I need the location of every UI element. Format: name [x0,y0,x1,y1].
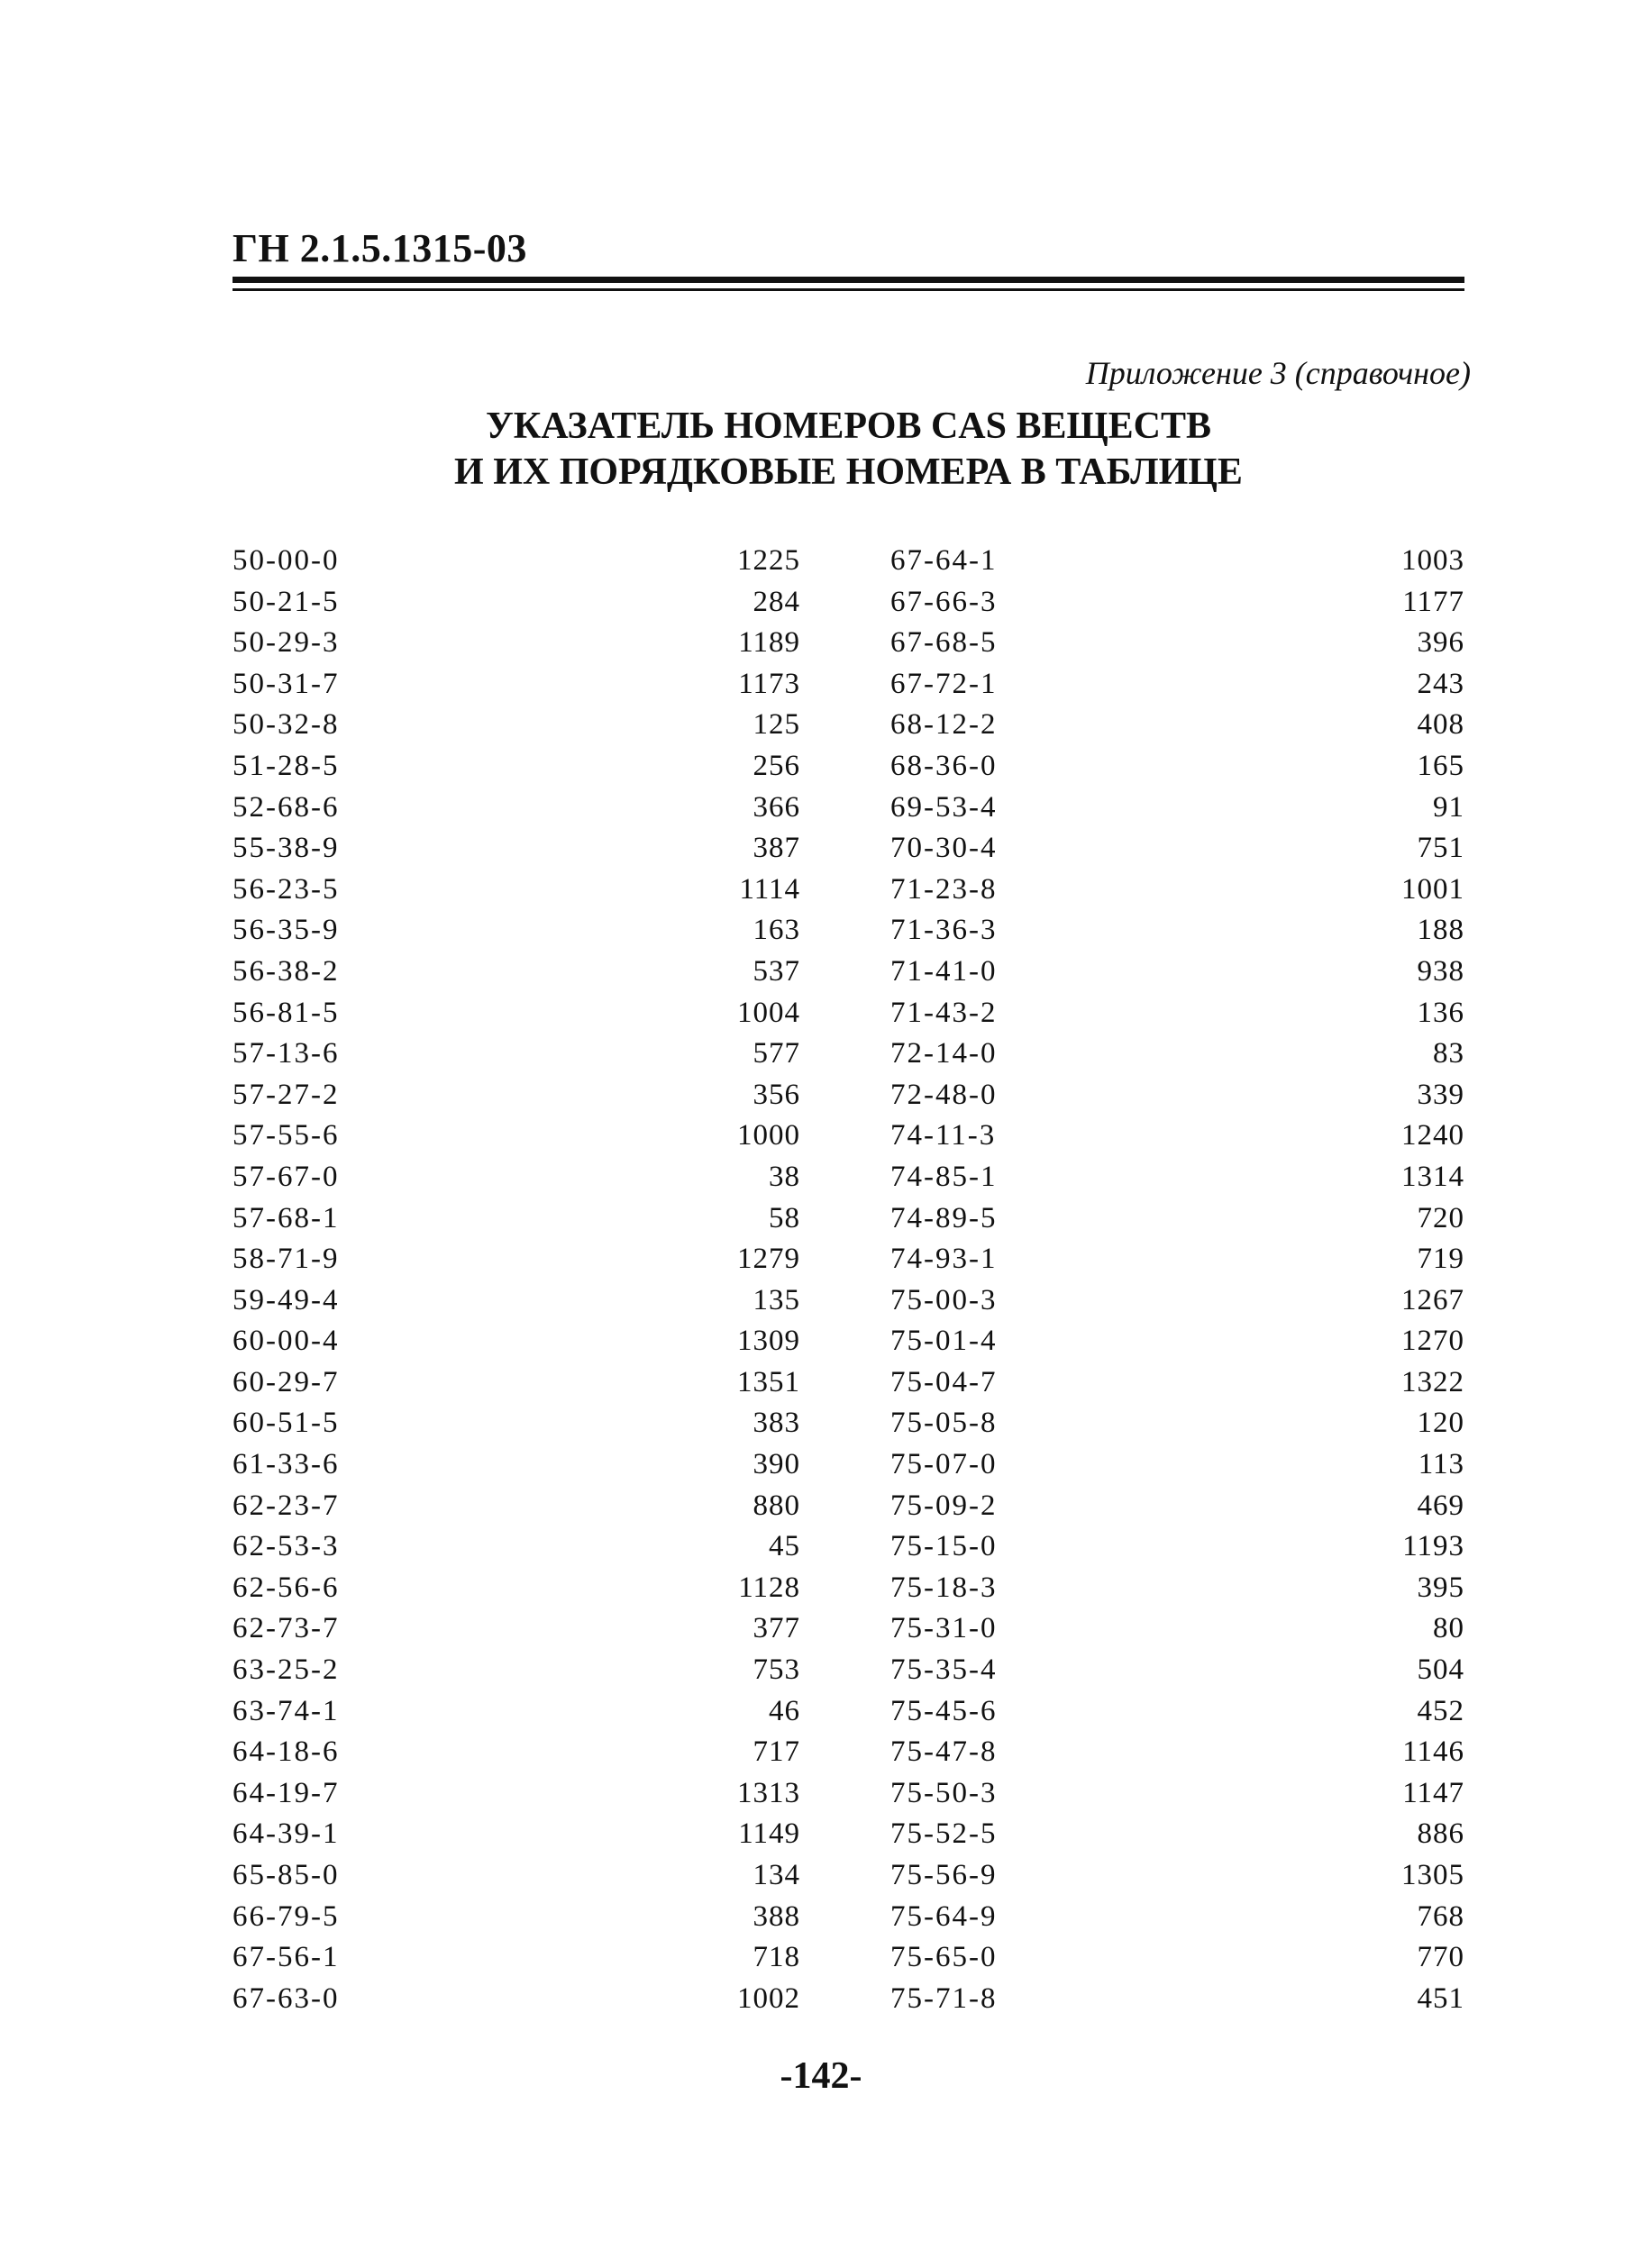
table-order-number: 165 [1417,749,1464,782]
table-row [233,1034,800,1075]
table-row [233,1239,800,1280]
table-order-number: 1279 [737,1243,800,1276]
table-row [890,1034,1464,1075]
table-row [233,1198,800,1240]
cas-number: 61-33-6 [233,1448,340,1481]
cas-number: 56-81-5 [233,996,340,1029]
table-row [890,1280,1464,1322]
table-row [890,1321,1464,1362]
table-order-number: 1270 [1401,1325,1464,1358]
page-title-line-1: УКАЗАТЕЛЬ НОМЕРОВ CAS ВЕЩЕСТВ [485,405,1212,447]
table-row [233,1897,800,1938]
table-order-number: 356 [753,1078,800,1111]
table-order-number: 383 [753,1407,800,1440]
cas-number: 64-18-6 [233,1735,340,1769]
table-row [890,623,1464,664]
table-order-number: 188 [1417,914,1464,947]
table-order-number: 504 [1417,1653,1464,1687]
table-row [890,582,1464,624]
cas-number: 62-56-6 [233,1571,340,1604]
cas-number: 50-21-5 [233,585,340,618]
table-row [233,1157,800,1198]
table-order-number: 1149 [738,1817,800,1851]
table-order-number: 38 [769,1160,800,1193]
table-order-number: 135 [753,1283,800,1316]
cas-number: 75-05-8 [890,1407,998,1440]
cas-number: 75-18-3 [890,1571,998,1604]
header-rule-thin [233,288,1464,291]
page-title-line-2: И ИХ ПОРЯДКОВЫЕ НОМЕРА В ТАБЛИЦЕ [454,451,1243,493]
table-row [233,1650,800,1691]
table-row [233,870,800,911]
table-row [890,1116,1464,1157]
table-order-number: 284 [753,585,800,618]
table-row [890,541,1464,582]
table-order-number: 80 [1433,1612,1464,1645]
table-row [890,1157,1464,1198]
table-order-number: 1002 [737,1981,800,2015]
table-order-number: 720 [1417,1201,1464,1234]
table-order-number: 83 [1433,1037,1464,1070]
cas-number: 56-38-2 [233,954,340,988]
table-row [233,1855,800,1897]
table-order-number: 1305 [1401,1859,1464,1891]
table-order-number: 1114 [739,872,800,906]
table-row [890,1855,1464,1897]
table-order-number: 1225 [737,544,800,577]
table-order-number: 91 [1433,790,1464,824]
table-row [233,1321,800,1362]
table-order-number: 1240 [1401,1119,1464,1152]
cas-number: 57-67-0 [233,1160,340,1193]
table-order-number: 58 [769,1201,800,1234]
cas-number: 70-30-4 [890,832,998,865]
table-row [890,1198,1464,1240]
cas-number: 58-71-9 [233,1243,340,1276]
cas-number: 50-31-7 [233,667,340,700]
table-order-number: 1004 [737,996,800,1029]
cas-number: 67-68-5 [890,626,998,660]
table-row [233,541,800,582]
cas-number: 75-35-4 [890,1653,998,1687]
table-order-number: 577 [753,1037,800,1070]
cas-number: 75-09-2 [890,1489,998,1522]
table-order-number: 938 [1417,954,1464,988]
header-rule-thick [233,277,1464,283]
table-row [233,1937,800,1979]
cas-number: 75-01-4 [890,1325,998,1358]
table-row [890,1075,1464,1116]
table-row [233,1444,800,1486]
cas-number: 52-68-6 [233,790,340,824]
table-row [233,1568,800,1609]
appendix-label: Приложение 3 (справочное) [1085,355,1471,391]
cas-number: 63-74-1 [233,1694,340,1727]
table-row [890,705,1464,746]
cas-number: 75-65-0 [890,1941,998,1974]
cas-number: 66-79-5 [233,1899,340,1933]
table-order-number: 768 [1417,1899,1464,1933]
left-column [233,541,800,2019]
table-row [890,1444,1464,1486]
cas-number: 67-72-1 [890,667,998,700]
table-row [233,746,800,788]
table-row [233,1116,800,1157]
table-order-number: 366 [753,790,800,824]
cas-number: 71-41-0 [890,954,998,988]
table-order-number: 339 [1417,1078,1464,1111]
cas-number: 62-53-3 [233,1530,340,1563]
table-order-number: 256 [753,749,800,782]
table-order-number: 45 [769,1530,800,1563]
cas-number: 67-56-1 [233,1941,340,1974]
cas-number: 72-48-0 [890,1078,998,1111]
table-order-number: 1314 [1401,1160,1464,1193]
table-row [233,1979,800,2020]
cas-number: 60-29-7 [233,1365,340,1398]
table-order-number: 388 [753,1899,800,1933]
cas-number: 68-36-0 [890,749,998,782]
table-row [890,1979,1464,2020]
page-title [233,404,1464,496]
table-order-number: 134 [753,1859,800,1891]
cas-number: 50-00-0 [233,544,340,577]
table-order-number: 1000 [737,1119,800,1152]
table-order-number: 1001 [1401,872,1464,906]
table-row [233,1526,800,1568]
table-order-number: 387 [753,832,800,865]
table-row [233,623,800,664]
table-order-number: 717 [753,1735,800,1769]
table-row [233,1814,800,1855]
cas-number: 75-71-8 [890,1981,998,2015]
table-order-number: 120 [1417,1407,1464,1440]
table-row [890,664,1464,706]
table-row [890,1650,1464,1691]
cas-number: 75-47-8 [890,1735,998,1769]
table-order-number: 1128 [738,1571,800,1604]
table-order-number: 1309 [737,1325,800,1358]
table-order-number: 1003 [1401,544,1464,577]
cas-number: 71-36-3 [890,914,998,947]
cas-number: 64-39-1 [233,1817,340,1851]
table-order-number: 1177 [1402,585,1464,618]
table-row [890,1568,1464,1609]
table-order-number: 452 [1417,1694,1464,1727]
table-row [890,1526,1464,1568]
table-order-number: 886 [1417,1817,1464,1851]
table-row [233,664,800,706]
table-row [890,1814,1464,1855]
cas-number: 74-89-5 [890,1201,998,1234]
table-order-number: 408 [1417,708,1464,742]
table-row [233,788,800,829]
table-row [890,1937,1464,1979]
cas-number: 51-28-5 [233,749,340,782]
table-row [233,1075,800,1116]
cas-number: 62-73-7 [233,1612,340,1645]
table-row [233,1403,800,1444]
table-order-number: 136 [1417,996,1464,1029]
table-order-number: 537 [753,954,800,988]
table-row [890,746,1464,788]
table-row [890,1239,1464,1280]
cas-number: 56-35-9 [233,914,340,947]
cas-number: 57-13-6 [233,1037,340,1070]
cas-number: 68-12-2 [890,708,998,742]
cas-number: 67-64-1 [890,544,998,577]
table-order-number: 390 [753,1448,800,1481]
cas-number: 57-27-2 [233,1078,340,1111]
table-row [890,788,1464,829]
table-row [233,705,800,746]
table-row [233,952,800,993]
table-row [233,1486,800,1527]
cas-number: 71-43-2 [890,996,998,1029]
table-row [890,993,1464,1034]
table-order-number: 751 [1417,832,1464,865]
table-row [233,1691,800,1733]
table-row [233,993,800,1034]
table-order-number: 770 [1417,1941,1464,1974]
table-row [233,910,800,952]
cas-number: 75-45-6 [890,1694,998,1727]
table-order-number: 1322 [1401,1365,1464,1398]
table-row [233,582,800,624]
table-row [890,1691,1464,1733]
cas-number: 56-23-5 [233,872,340,906]
table-order-number: 718 [753,1941,800,1974]
table-order-number: 113 [1418,1448,1464,1481]
table-order-number: 1146 [1402,1735,1464,1769]
table-order-number: 396 [1417,626,1464,660]
table-row [890,870,1464,911]
table-row [890,1403,1464,1444]
table-row [233,1608,800,1650]
table-order-number: 880 [753,1489,800,1522]
cas-number: 75-56-9 [890,1859,998,1891]
table-order-number: 1173 [738,667,800,700]
cas-number: 63-25-2 [233,1653,340,1687]
cas-number: 69-53-4 [890,790,998,824]
cas-number: 74-85-1 [890,1160,998,1193]
right-column [890,541,1464,2019]
table-order-number: 377 [753,1612,800,1645]
table-row [890,952,1464,993]
table-row [890,828,1464,870]
cas-number: 75-31-0 [890,1612,998,1645]
table-order-number: 395 [1417,1571,1464,1604]
table-order-number: 1267 [1401,1283,1464,1316]
table-row [890,1773,1464,1815]
page-number: -142- [780,2055,862,2097]
table-row [890,1608,1464,1650]
cas-number: 74-11-3 [890,1119,997,1152]
table-order-number: 719 [1417,1243,1464,1276]
table-row [233,828,800,870]
table-order-number: 1351 [737,1365,800,1398]
cas-number: 67-63-0 [233,1981,340,2015]
table-order-number: 1193 [1402,1530,1464,1563]
cas-number: 75-00-3 [890,1283,998,1316]
table-order-number: 451 [1417,1981,1464,2015]
cas-number: 67-66-3 [890,585,998,618]
cas-number: 50-29-3 [233,626,340,660]
cas-number: 72-14-0 [890,1037,998,1070]
cas-number: 60-51-5 [233,1407,340,1440]
table-order-number: 243 [1417,667,1464,700]
table-order-number: 469 [1417,1489,1464,1522]
table-order-number: 1313 [737,1776,800,1809]
cas-number: 74-93-1 [890,1243,998,1276]
cas-number: 71-23-8 [890,872,998,906]
cas-number: 75-04-7 [890,1365,998,1398]
table-order-number: 1189 [738,626,800,660]
cas-number: 75-64-9 [890,1899,998,1933]
table-row [233,1773,800,1815]
cas-number: 75-07-0 [890,1448,998,1481]
document-header: ГН 2.1.5.1315-03 [233,226,527,270]
cas-number: 57-68-1 [233,1201,340,1234]
table-row [890,1362,1464,1404]
table-order-number: 46 [769,1694,800,1727]
table-row [890,910,1464,952]
cas-number: 75-15-0 [890,1530,998,1563]
table-row [890,1486,1464,1527]
cas-number: 64-19-7 [233,1776,340,1809]
cas-number: 62-23-7 [233,1489,340,1522]
cas-number: 75-50-3 [890,1776,998,1809]
cas-number: 59-49-4 [233,1283,340,1316]
cas-number: 57-55-6 [233,1119,340,1152]
table-row [233,1732,800,1773]
cas-number: 65-85-0 [233,1859,340,1891]
table-order-number: 753 [753,1653,800,1687]
table-row [233,1280,800,1322]
table-order-number: 163 [753,914,800,947]
cas-number: 75-52-5 [890,1817,998,1851]
cas-number: 60-00-4 [233,1325,340,1358]
cas-number: 50-32-8 [233,708,340,742]
table-row [890,1732,1464,1773]
table-row [890,1897,1464,1938]
cas-number: 55-38-9 [233,832,340,865]
table-order-number: 125 [753,708,800,742]
table-row [233,1362,800,1404]
table-order-number: 1147 [1402,1776,1464,1809]
